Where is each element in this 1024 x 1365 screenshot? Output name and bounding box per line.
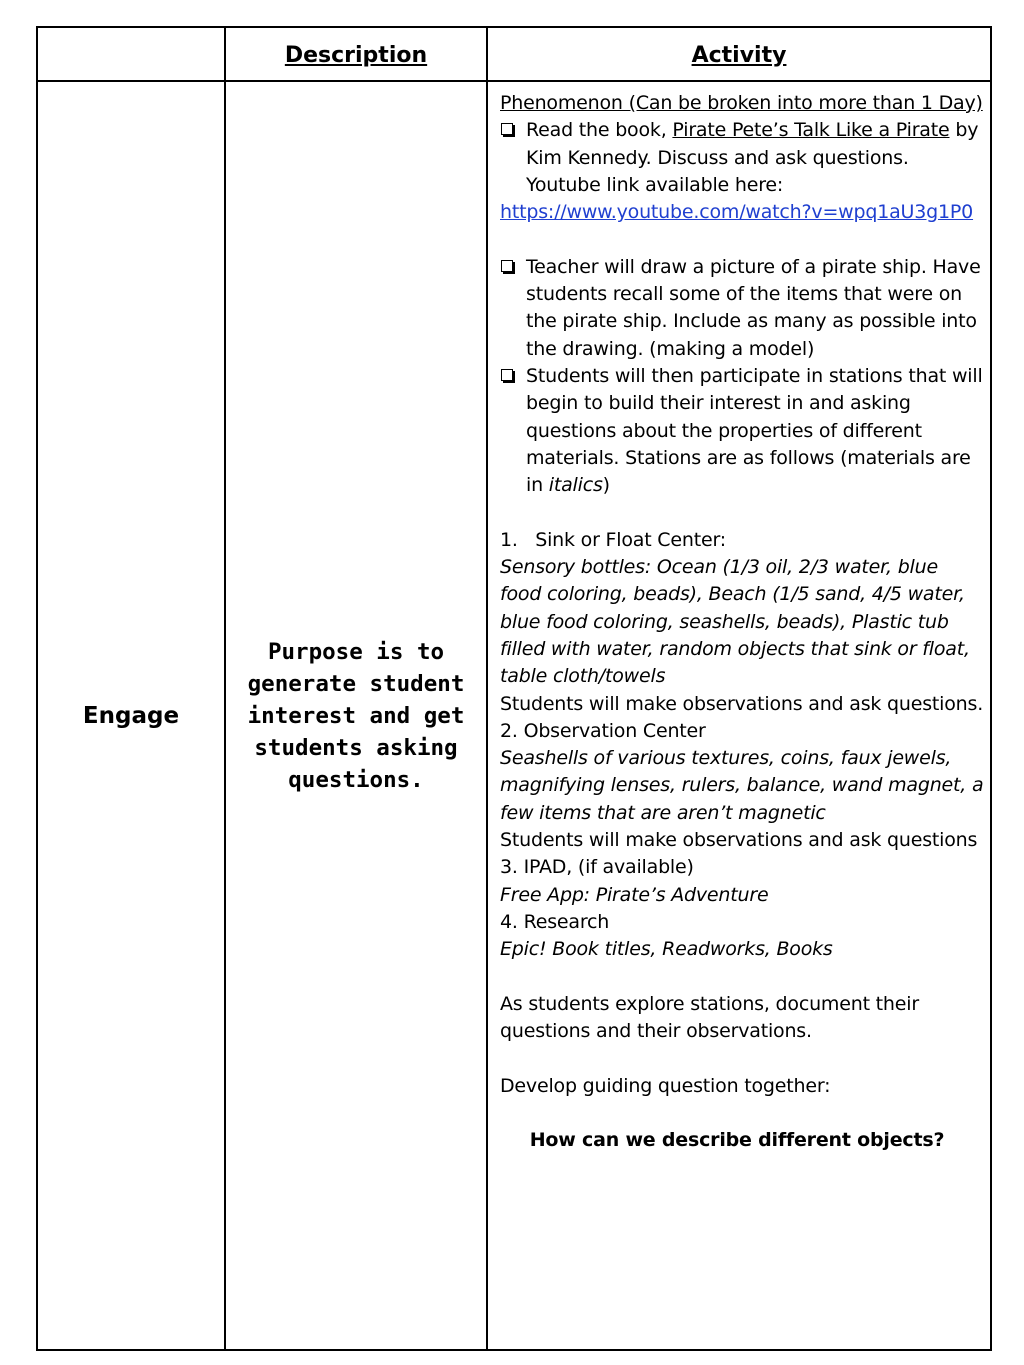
guiding-question: How can we describe different objects? bbox=[529, 1129, 945, 1152]
checklist-item-draw-ship: Teacher will draw a picture of a pirate ship. Have students recall some of the items that were on the pirate ship. Include as many as possible into the drawing. (making a model) bbox=[500, 254, 984, 363]
purpose-text: Purpose is to generate student interest and get students asking questions. bbox=[247, 638, 465, 793]
column-divider bbox=[486, 28, 488, 1349]
develop-note: Develop guiding question together: bbox=[500, 1074, 831, 1097]
station-4-materials: Epic! Book titles, Readworks, Books bbox=[500, 938, 833, 961]
checkbox-icon bbox=[501, 369, 513, 381]
youtube-link[interactable]: https://www.youtube.com/watch?v=wpq1aU3g1P0 bbox=[500, 201, 974, 224]
station-1-title: 1. Sink or Float Center: bbox=[500, 528, 726, 551]
station-1-materials: Sensory bottles: Ocean (1/3 oil, 2/3 water, blue food coloring, beads), Beach (1/5 sand, 4/5 water, blue food coloring, seashells, beads), Plastic tub filled with water, random objects that sink or float, table cloth/towels bbox=[500, 556, 970, 688]
station-2-note: Students will make observations and ask questions bbox=[500, 829, 978, 852]
checkbox-icon bbox=[501, 123, 513, 135]
header-description: Description bbox=[284, 42, 428, 68]
activity-cell bbox=[500, 90, 984, 1155]
explore-note: As students explore stations, document their questions and their observations. bbox=[500, 992, 919, 1043]
station-4-title: 4. Research bbox=[500, 910, 610, 933]
description-cell bbox=[226, 82, 486, 1349]
checklist-item-stations: Students will then participate in stations that will begin to build their interest in and asking questions about the properties of different materials. Stations are as follows (materials are in italics) bbox=[500, 363, 984, 499]
station-2-title: 2. Observation Center bbox=[500, 719, 706, 742]
phase-label: Engage bbox=[82, 702, 180, 729]
station-2-materials: Seashells of various textures, coins, faux jewels, magnifying lenses, rulers, balance, wand magnet, a few items that are aren’t magnetic bbox=[500, 747, 984, 824]
station-3-title: 3. IPAD, (if available) bbox=[500, 856, 694, 879]
station-1-note: Students will make observations and ask questions. bbox=[500, 692, 984, 715]
lesson-table bbox=[36, 26, 992, 1351]
checkbox-icon bbox=[501, 260, 513, 272]
book-title: Pirate Pete’s Talk Like a Pirate bbox=[672, 119, 950, 142]
station-3-materials: Free App: Pirate’s Adventure bbox=[500, 883, 769, 906]
youtube-link-line bbox=[500, 199, 984, 226]
phenomenon-heading: Phenomenon (Can be broken into more than 1 Day) bbox=[500, 92, 983, 114]
checklist-item-read-book: Read the book, Pirate Pete’s Talk Like a Pirate by Kim Kennedy. Discuss and ask questions. Youtube link available here: bbox=[500, 117, 984, 199]
header-activity: Activity bbox=[691, 42, 787, 68]
